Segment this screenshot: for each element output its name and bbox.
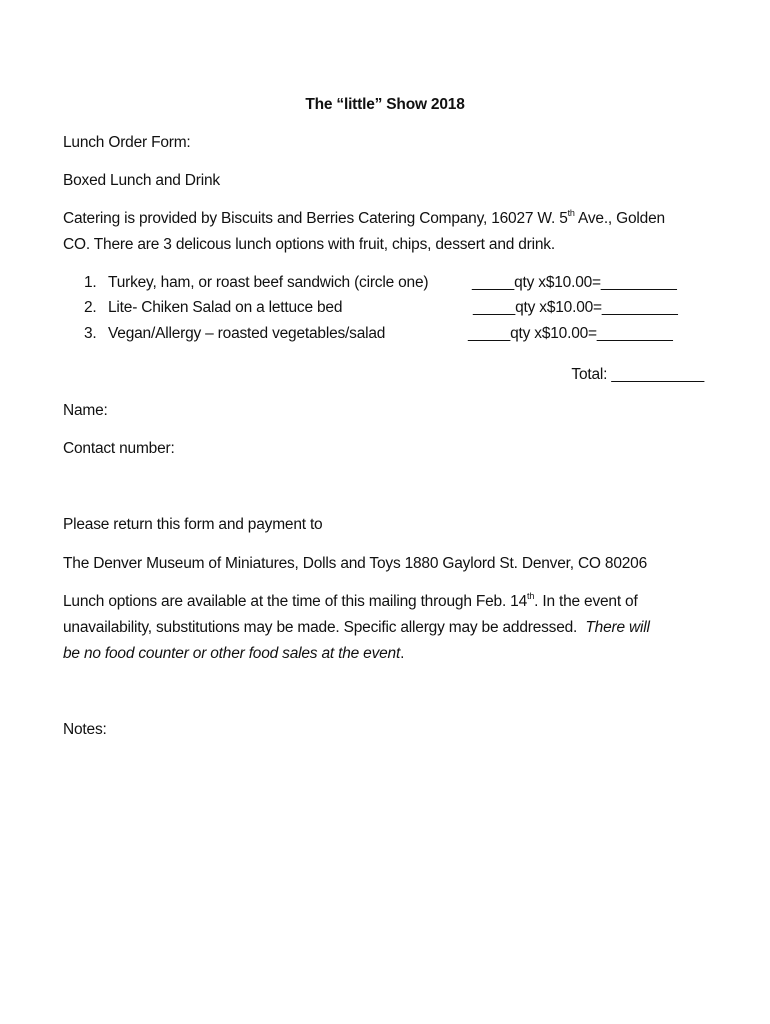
options-text-a: Lunch options are available at the time of this mailing through Feb. 14 [63,593,528,610]
list-item-number: 3. [84,325,97,342]
document-title: The “little” Show 2018 [305,96,465,113]
return-instruction: Please return this form and payment to [63,516,323,533]
form-heading: Lunch Order Form: [63,134,191,151]
list-item-qty-blank: _____qty x$10.00=_________ [473,299,678,316]
list-item [0,295,770,321]
options-line-2-italic: There will [585,619,650,636]
list-item [0,270,770,296]
list-item-qty-blank: _____qty x$10.00=_________ [468,325,673,342]
options-superscript: th [527,590,535,601]
options-text-b: . In the event of [534,593,638,610]
mailing-address: The Denver Museum of Miniatures, Dolls and Toys 1880 Gaylord St. Denver, CO 80206 [63,555,648,572]
total-line: Total: ___________ [571,366,704,383]
options-line-2-text: unavailability, substitutions may be made. Specific allergy may be addressed. [63,619,586,636]
list-item-text: Lite- Chiken Salad on a lettuce bed [108,299,343,316]
catering-text-b: Ave., Golden [574,210,665,227]
contact-number-label: Contact number: [63,440,175,457]
lunch-heading: Boxed Lunch and Drink [63,172,220,189]
catering-line-2: CO. There are 3 delicous lunch options with fruit, chips, dessert and drink. [63,236,555,253]
list-item-text: Vegan/Allergy – roasted vegetables/salad [108,325,386,342]
options-line-3-italic: be no food counter or other food sales at the event [63,645,401,662]
notes-label: Notes: [63,721,107,738]
options-line-3 [63,641,404,667]
catering-text-a: Catering is provided by Biscuits and Berries Catering Company, 16027 W. 5 [63,210,568,227]
list-item-number: 2. [84,299,97,316]
list-item-text: Turkey, ham, or roast beef sandwich (circle one) [108,274,429,291]
list-item-number: 1. [84,274,97,291]
options-line-2 [63,615,650,641]
name-label: Name: [63,402,108,419]
catering-superscript: th [567,207,575,218]
list-item [0,321,770,347]
options-line-1 [63,589,638,615]
list-item-qty-blank: _____qty x$10.00=_________ [472,274,677,291]
catering-line-1 [63,206,665,232]
options-line-3-end: . [400,645,405,662]
